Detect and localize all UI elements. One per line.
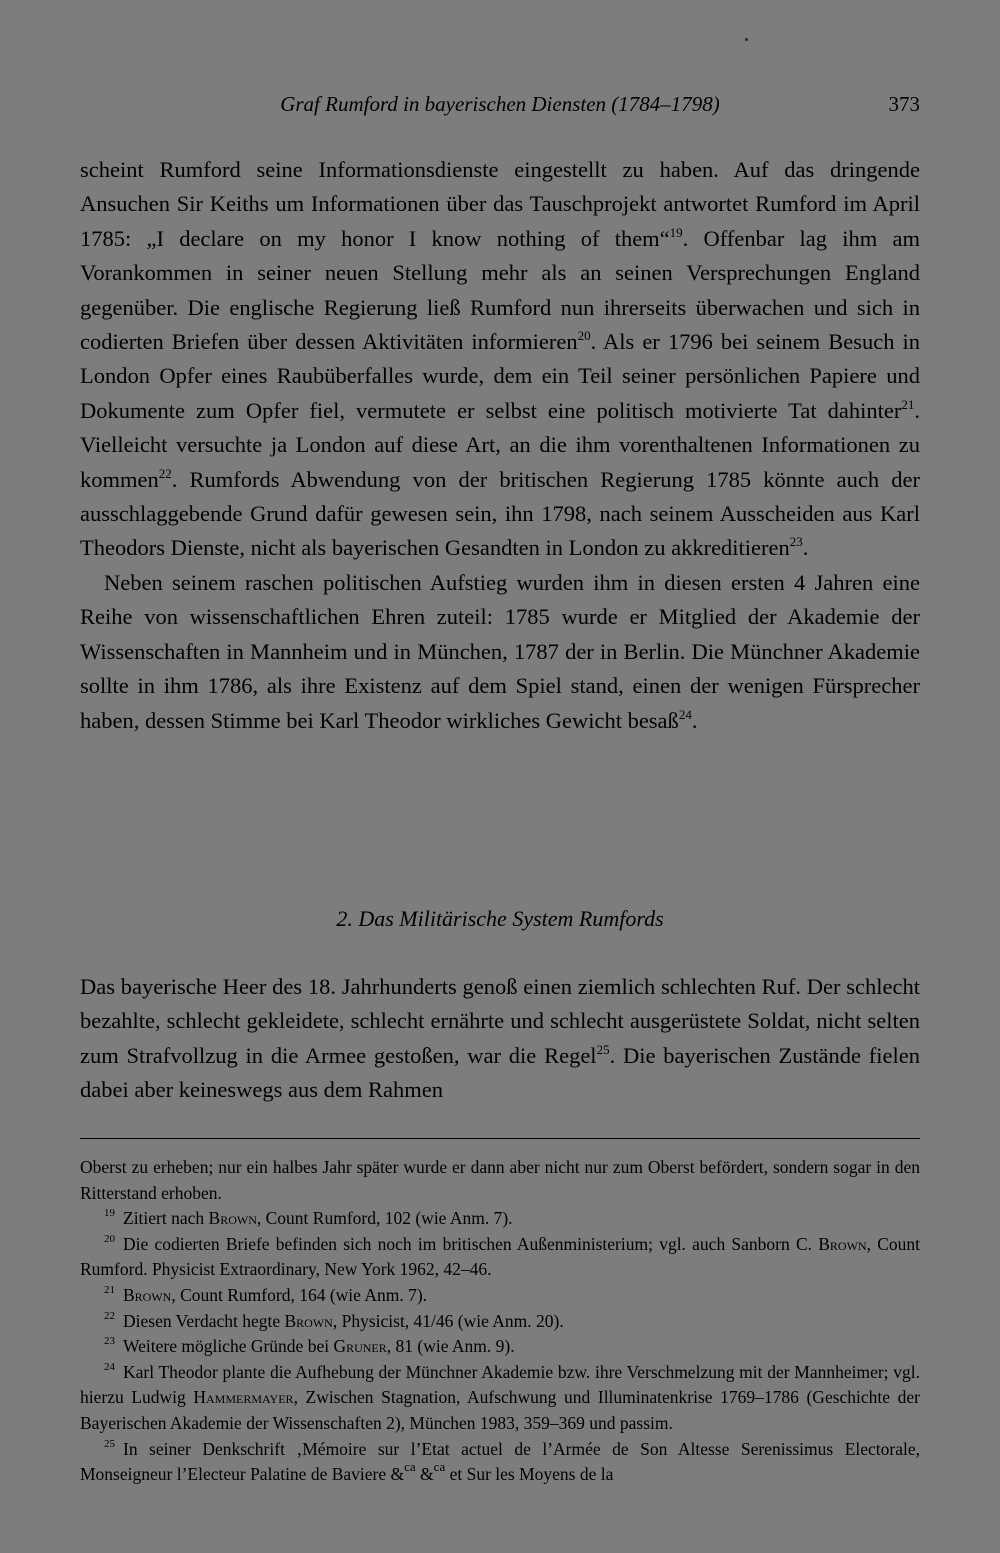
scan-speck: [745, 38, 748, 41]
body-text-section-2: [80, 970, 920, 1108]
footnote-24: [80, 1360, 920, 1437]
footnote-number: 25: [104, 1437, 115, 1450]
footnote-text: et Sur les Moyens de la: [445, 1464, 614, 1485]
footnote-text: , Count Rumford, 102 (wie Anm. 7).: [256, 1208, 513, 1229]
footnote-text: , Zwischen Stagnation, Aufschwung und Illuminatenkrise 1769–1786 (Geschichte der Bayerischen Akademie der Wissenschaften 2), München 1983, 359–369 und passim.: [80, 1387, 920, 1433]
footnote-ref-19: 19: [669, 224, 683, 240]
text-run: scheint Rumford seine Informationsdienste eingestellt zu haben. Auf das dringende Ansuchen Sir Keiths um Informationen über das Tauschprojekt antwortet Rumford im April 1785: „I declare on my honor I know nothing of them“: [80, 157, 920, 251]
footnote-ref-25: 25: [596, 1041, 610, 1057]
footnote-text: , 81 (wie Anm. 9).: [386, 1336, 515, 1357]
footnote-ref-20: 20: [577, 328, 591, 344]
text-run: .: [691, 707, 698, 733]
footnote-ref-22: 22: [158, 465, 172, 481]
footnote-20: [80, 1232, 920, 1283]
author-name: Hammermayer: [193, 1387, 294, 1408]
running-title: Graf Rumford in bayerischen Diensten (1784–1798): [280, 92, 720, 116]
footnote-text: , Physicist, 41/46 (wie Anm. 20).: [332, 1310, 564, 1331]
footnote-ref-24: 24: [678, 706, 692, 722]
author-name: Brown: [123, 1284, 172, 1305]
footnote-number: 23: [104, 1335, 115, 1348]
text-run: . Offenbar lag ihm am Vorankommen in seiner neuen Stellung mehr als an seinen Versprechungen England gegenüber. Die englische Regierung ließ Rumford nun ihrerseits überwachen und sich in codierten Briefen über dessen Aktivitäten informieren: [80, 225, 920, 355]
paragraph-1: [80, 153, 920, 566]
footnote-text: Weitere mögliche Gründe bei: [123, 1336, 334, 1357]
paragraph-3: [80, 970, 920, 1108]
footnote-text: Diesen Verdacht hegte: [123, 1310, 285, 1331]
author-name: Gruner: [333, 1336, 387, 1357]
body-text: [80, 153, 920, 738]
footnote-text: , Count Rumford, 164 (wie Anm. 7).: [171, 1284, 428, 1305]
footnote-number: 20: [104, 1232, 115, 1245]
running-head: [80, 88, 920, 120]
footnotes: [80, 1155, 920, 1488]
superscript-ca: ca: [433, 1459, 446, 1475]
author-name: Brown: [818, 1233, 867, 1254]
footnote-23: [80, 1334, 920, 1360]
author-name: Brown: [284, 1310, 333, 1331]
text-run: . Rumfords Abwendung von der britischen Regierung 1785 könnte auch der ausschlaggebende Grund dafür gewesen sein, ihn 1798, nach seinem Ausscheiden aus Karl Theodors Dienste, nicht als bayerischen Gesandten in London zu akkreditieren: [80, 466, 920, 561]
footnote-continuation: Oberst zu erheben; nur ein halbes Jahr später wurde er dann aber nicht nur zum Oberst befördert, sondern sogar in den Ritterstand erhoben.: [80, 1157, 920, 1203]
footnote-text: In seiner Denkschrift ‚Mémoire sur l’Etat actuel de l’Armée de Son Altesse Serenissimus Electorale, Monseigneur l’Electeur Palatine de Baviere &: [80, 1438, 920, 1485]
footnote-text: Karl Theodor plante die Aufhebung der Münchner Akademie bzw. ihre Verschmelzung mit der Mannheimer; vgl. hierzu Ludwig: [80, 1361, 920, 1408]
footnote-rule: [80, 1138, 920, 1139]
footnote-19: [80, 1206, 920, 1232]
footnote-ref-21: 21: [901, 396, 915, 412]
footnote-number: 22: [104, 1309, 115, 1322]
page-number: 373: [888, 92, 920, 116]
text-run: .: [802, 535, 809, 561]
text-run: . Als er 1796 bei seinem Besuch in London Opfer eines Raubüberfalles wurde, dem ein Teil seiner persönlichen Papiere und Dokumente zum Opfer fiel, vermutete er selbst eine politisch motivierte Tat dahinter: [80, 329, 921, 423]
footnote-text: Die codierten Briefe befinden sich noch im britischen Außenministerium; vgl. auch Sanborn C.: [123, 1233, 819, 1254]
footnote-21: [80, 1283, 920, 1309]
footnote-number: 21: [104, 1283, 115, 1296]
footnote-25: [80, 1437, 920, 1488]
footnote-number: 19: [104, 1207, 115, 1220]
paragraph-2: [80, 566, 920, 738]
footnote-number: 24: [104, 1360, 115, 1373]
footnote-text: &: [415, 1464, 434, 1485]
text-run: Das bayerische Heer des 18. Jahrhunderts genoß einen ziemlich schlechten Ruf. Der schlecht bezahlte, schlecht gekleidete, schlecht ernährte und schlecht ausgerüstete Soldat, nicht selten zum Strafvollzug in die Armee gestoßen, war die Regel: [80, 974, 920, 1068]
text-run: Neben seinem raschen politischen Aufstieg wurden ihm in diesen ersten 4 Jahren eine Reihe von wissenschaftlichen Ehren zuteil: 1785 wurde er Mitglied der Akademie der Wissenschaften in Mannheim und in München, 1787 der in Berlin. Die Münchner Akademie sollte in ihm 1786, als ihre Existenz auf dem Spiel stand, einen der wenigen Fürsprecher haben, dessen Stimme bei Karl Theodor wirkliches Gewicht besaß: [80, 569, 920, 733]
author-name: Brown: [208, 1208, 257, 1229]
footnote-ref-23: 23: [789, 534, 803, 550]
superscript-ca: ca: [404, 1459, 416, 1475]
footnote-22: [80, 1309, 920, 1335]
section-heading: 2. Das Militärische System Rumfords: [336, 906, 664, 931]
footnote-text: Zitiert nach: [123, 1208, 209, 1229]
text-run: . Vielleicht versuchte ja London auf diese Art, an die ihm vorenthaltenen Informationen zu kommen: [80, 397, 920, 492]
footnote-text: , Count Rumford. Physicist Extraordinary, New York 1962, 42–46.: [80, 1233, 920, 1280]
text-run: . Die bayerischen Zustände fielen dabei aber keineswegs aus dem Rahmen: [80, 1042, 920, 1103]
